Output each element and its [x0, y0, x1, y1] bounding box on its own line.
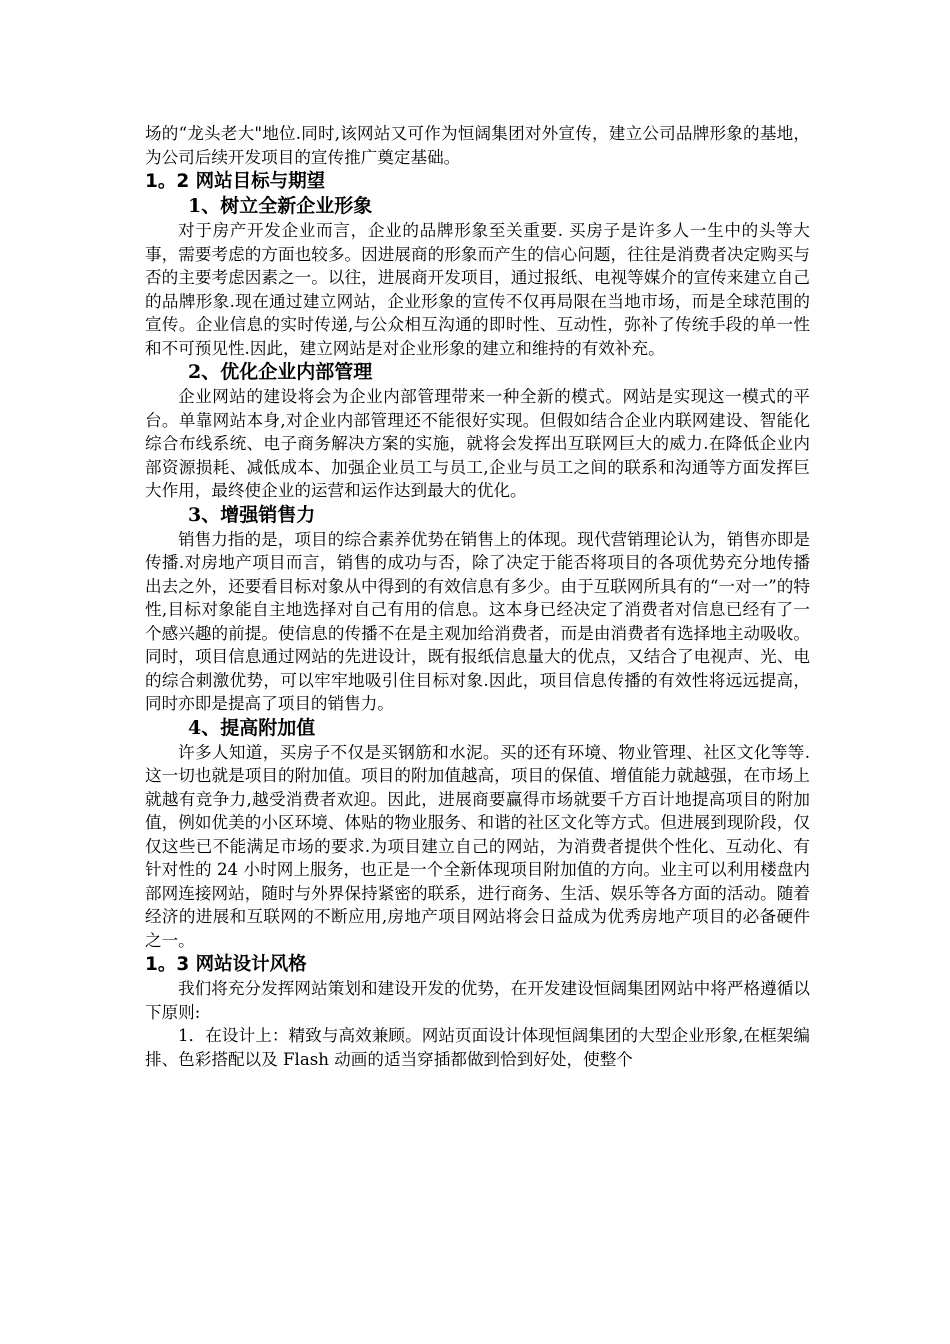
document-page [145, 122, 810, 1071]
goal-body-internal-management: 企业网站的建设将会为企业内部管理带来一种全新的模式。网站是实现这一模式的平台。单靠网站本身,对企业内部管理还不能很好实现。但假如结合企业内联网建设、智能化综合布线系统、电子商务解决方案的实施，就将会发挥出互联网巨大的威力.在降低企业内部资源损耗、减低成本、加强企业员工与员工,企业与员工之间的联系和沟通等方面发挥巨大作用，最终使企业的运营和运作达到最大的优化。 [145, 387, 810, 500]
goal-body-brand-image: 对于房产开发企业而言，企业的品牌形象至关重要. 买房子是许多人一生中的头等大事，需要考虑的方面也较多。因进展商的形象而产生的信心问题，往往是消费者决定购买与否的主要考虑因素之一。以往，进展商开发项目，通过报纸、电视等媒介的宣传来建立自己的品牌形象.现在通过建立网站，企业形象的宣传不仅再局限在当地市场，而是全球范围的宣传。企业信息的实时传递,与公众相互沟通的即时性、互动性，弥补了传统手段的单一性和不可预见性.因此，建立网站是对企业形象的建立和维持的有效补充。 [145, 221, 810, 358]
goal-item-sales-power [145, 503, 810, 716]
goal-title-sales-power: 3、增强销售力 [188, 503, 316, 526]
goal-title-added-value: 4、提高附加值 [188, 716, 316, 739]
goal-body-sales-power: 销售力指的是，项目的综合素养优势在销售上的体现。现代营销理论认为，销售亦即是传播.对房地产项目而言，销售的成功与否，除了决定于能否将项目的各项优势充分地传播出去之外，还要看目标对象从中得到的有效信息有多少。由于互联网所具有的“一对一”的特性,目标对象能自主地选择对自己有用的信息。这本身已经决定了消费者对信息已经有了一个感兴趣的前提。使信息的传播不在是主观加给消费者，而是由消费者有选择地主动吸收。 同时，项目信息通过网站的先进设计，既有报纸信息量大的优点，又结合了电视声、光、电的综合刺激优势，可以牢牢地吸引住目标对象.因此，项目信息传播的有效性将远远提高，同时亦即是提高了项目的销售力。 [145, 529, 810, 713]
design-style-paragraph: 我们将充分发挥网站策划和建设开发的优势，在开发建设恒阔集团网站中将严格遵循以下原则: [145, 979, 810, 1022]
intro-paragraph: 场的“龙头老大"地位.同时,该网站又可作为恒阔集团对外宣传，建立公司品牌形象的基地，为公司后续开发项目的宣传推广奠定基础。 [145, 124, 810, 167]
goal-title-brand-image: 1、树立全新企业形象 [188, 195, 373, 217]
section-heading-1-2: 1。2 网站目标与期望 [145, 171, 326, 192]
goal-item-brand-image [145, 194, 810, 360]
goal-item-internal-management [145, 360, 810, 503]
goal-item-added-value [145, 716, 810, 953]
goal-title-internal-management: 2、优化企业内部管理 [188, 361, 373, 383]
section-heading-1-3: 1。3 网站设计风格 [145, 954, 307, 975]
goal-body-added-value: 许多人知道，买房子不仅是买钢筋和水泥。买的还有环境、物业管理、社区文化等等.这一切也就是项目的附加值。项目的附加值越高，项目的保值、增值能力就越强，在市场上就越有竞争力,越受消费者欢迎。因此，进展商要赢得市场就要千方百计地提高项目的附加值，例如优美的小区环境、体贴的物业服务、和谐的社区文化等方式。但进展到现阶段，仅仅这些已不能满足市场的要求.为项目建立自己的网站，为消费者提供个性化、互动化、有针对性的 24 小时网上服务，也正是一个全新体现项目附加值的方向。业主可以利用楼盘内部网连接网站，随时与外界保持紧密的联系，进行商务、生活、娱乐等各方面的活动。随着经济的进展和互联网的不断应用,房地产项目网站将会日益成为优秀房地产项目的必备硬件之一。 [145, 742, 810, 950]
design-principle-1-paragraph: 1．在设计上：精致与高效兼顾。网站页面设计体现恒阔集团的大型企业形象,在框架编排、色彩搭配以及 Flash 动画的适当穿插都做到恰到好处，使整个 [145, 1026, 810, 1069]
